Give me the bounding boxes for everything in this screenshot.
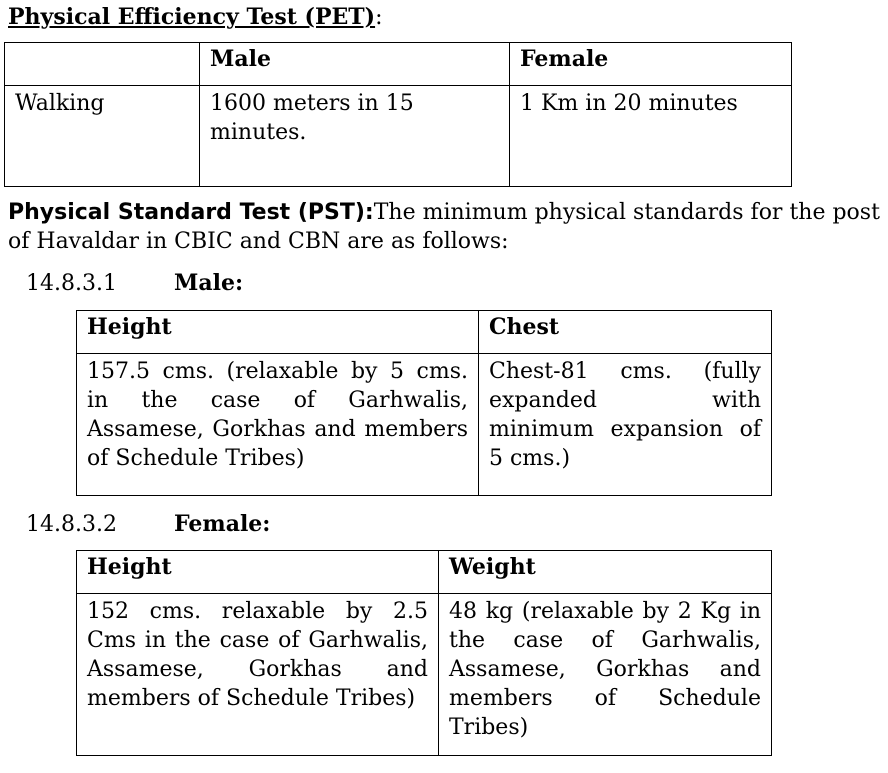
pst-text: The minimum physical standards for the post of Havaldar in CBIC and CBN are as follows: [8,200,880,254]
male-label: Male: [174,270,244,296]
pet-header-blank [5,43,200,86]
male-chest-cell: Chest-81 cms. (fully expanded with minimum expansion of 5 cms.) [479,354,772,496]
male-header-row [77,311,772,354]
female-weight-cell: 48 kg (relaxable by 2 Kg in the case of Garhwalis, Assamese, Gorkhas and members of Schedule Tribes) [439,594,772,756]
male-header-height: Height [77,311,479,354]
pet-header-female: Female [510,43,792,86]
pet-header-male: Male [200,43,510,86]
female-header-row [77,551,772,594]
female-data-row [77,594,772,756]
male-table [76,310,772,496]
female-header-height: Height [77,551,439,594]
pet-title: Physical Efficiency Test (PET) [8,4,376,30]
male-data-row [77,354,772,496]
female-table [76,550,772,756]
male-subheading [26,269,243,298]
female-subheading [26,510,270,539]
pet-heading [8,2,382,33]
pst-paragraph [8,198,888,256]
male-header-chest: Chest [479,311,772,354]
pet-walking-female: 1 Km in 20 minutes [510,86,792,187]
female-label: Female: [174,511,271,537]
pet-walking-label: Walking [5,86,200,187]
pst-title: Physical Standard Test (PST): [8,200,374,225]
male-height-cell: 157.5 cms. (relaxable by 5 cms. in the case of Garhwalis, Assamese, Gorkhas and members of Schedule Tribes) [77,354,479,496]
pet-walking-row [5,86,792,187]
pet-header-row [5,43,792,86]
female-section-number: 14.8.3.2 [26,512,117,537]
female-height-cell: 152 cms. relaxable by 2.5 Cms in the case of Garhwalis, Assamese, Gorkhas and members of Schedule Tribes) [77,594,439,756]
pet-table [4,42,792,187]
female-header-weight: Weight [439,551,772,594]
pet-walking-male: 1600 meters in 15 minutes. [200,86,510,187]
pet-colon: : [375,5,383,30]
male-section-number: 14.8.3.1 [26,271,117,296]
